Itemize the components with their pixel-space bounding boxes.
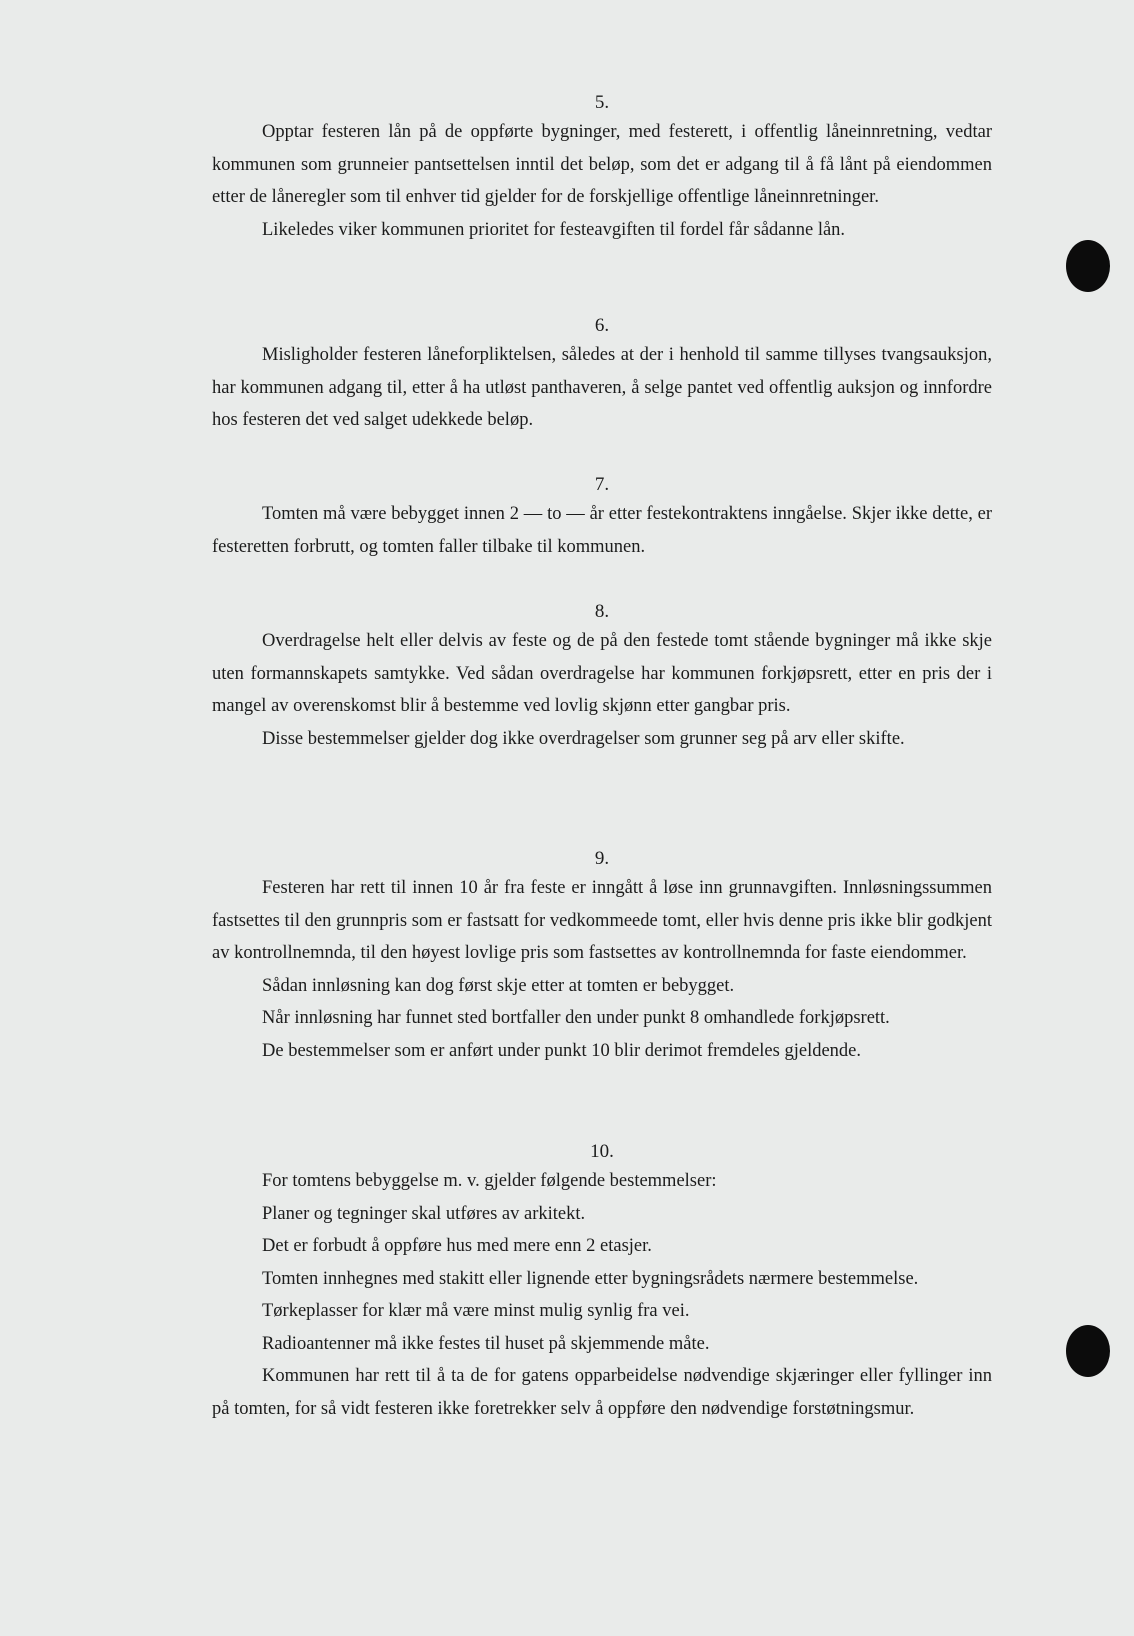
paragraph: Det er forbudt å oppføre hus med mere enn 2 etasjer. (262, 1236, 652, 1256)
paragraph: Tomten innhegnes med stakitt eller lignende etter bygningsrådets nærmere bestemmelse. (262, 1268, 919, 1289)
section-number: 10. (590, 1141, 614, 1162)
paragraph: Overdragelse helt eller delvis av feste og de på den festede tomt stående bygninger må ikke skje uten formannskapets samtykke. Ved sådan overdragelse har kommunen forkjøpsrett, etter en pris der i mangel av overenskomst blir å bestemme ved lovlig skjønn etter gangbar pris. (212, 631, 992, 716)
binder-hole-bottom (1066, 1325, 1110, 1377)
paragraph: Tørkeplasser for klær må være minst mulig synlig fra vei. (262, 1301, 690, 1321)
section-8 (212, 599, 992, 755)
section-7 (212, 472, 992, 563)
section-number: 5. (594, 92, 610, 113)
paragraph: Opptar festeren lån på de oppførte bygninger, med festerett, i offentlig låneinnretning, vedtar kommunen som grunneier pantsettelsen inntil det beløp, som det er adgang til å få lånt på eiendommen etter de låneregler som til enhver tid gjelder for de forskjellige offentlige låneinnretninger. (212, 122, 992, 207)
section-number: 9. (594, 848, 610, 869)
paragraph: Disse bestemmelser gjelder dog ikke overdragelser som grunner seg på arv eller skifte. (262, 728, 905, 749)
section-number: 8. (594, 601, 610, 622)
section-9 (212, 846, 992, 1067)
paragraph: For tomtens bebyggelse m. v. gjelder følgende bestemmelser: (262, 1171, 717, 1191)
binder-hole-top (1066, 240, 1110, 292)
paragraph: Når innløsning har funnet sted bortfaller den under punkt 8 omhandlede forkjøpsrett. (262, 1008, 890, 1028)
paragraph: Tomten må være bebygget innen 2 — to — år etter festekontraktens inngåelse. Skjer ikke dette, er festeretten forbrutt, og tomten faller tilbake til kommunen. (212, 504, 992, 557)
section-number: 7. (594, 474, 610, 495)
paragraph: Festeren har rett til innen 10 år fra feste er inngått å løse inn grunnavgiften. Innløsningssummen fastsettes til den grunnpris som er fastsatt for vedkommeede tomt, eller hvis denne pris ikke blir godkjent av kontrollnemnda, til den høyest lovlige pris som fastsettes av kontrollnemnda for faste eiendommer. (212, 878, 992, 963)
section-6 (212, 313, 992, 437)
section-5 (212, 90, 992, 246)
section-number: 6. (594, 315, 610, 336)
paragraph: De bestemmelser som er anført under punkt 10 blir derimot fremdeles gjeldende. (262, 1040, 862, 1061)
paragraph: Radioantenner må ikke festes til huset på skjemmende måte. (262, 1333, 710, 1354)
paragraph: Likeledes viker kommunen prioritet for festeavgiften til fordel får sådanne lån. (262, 219, 846, 240)
paragraph: Sådan innløsning kan dog først skje etter at tomten er bebygget. (262, 975, 735, 996)
paragraph: Misligholder festeren låneforpliktelsen, således at der i henhold til samme tillyses tvangsauksjon, har kommunen adgang til, etter å ha utløst panthaveren, å selge pantet ved offentlig auksjon og innfordre hos festeren det ved salget udekkede beløp. (212, 345, 992, 430)
section-10 (212, 1139, 992, 1425)
paragraph: Planer og tegninger skal utføres av arkitekt. (262, 1203, 586, 1224)
paragraph: Kommunen har rett til å ta de for gatens opparbeidelse nødvendige skjæringer eller fyllinger inn på tomten, for så vidt festeren ikke foretrekker selv å oppføre den nødvendige forstøtningsmur. (212, 1366, 992, 1419)
